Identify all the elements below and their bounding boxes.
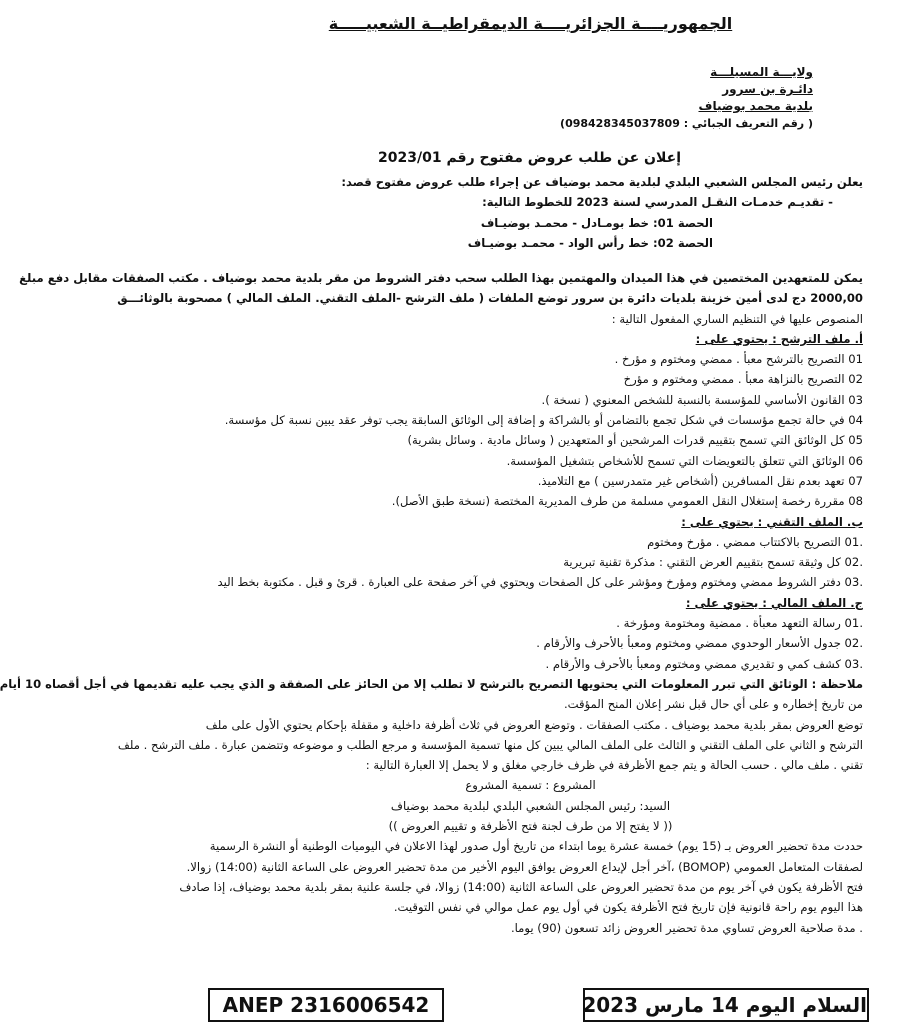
daira-label: دائـرة بن سرور xyxy=(722,82,813,96)
body-line: فتح الأظرفة يكون في آخر يوم من مدة تحضير العروض على الساعة الثانية (14:00) زوالا، في جلسة علنية بمقر بلدية محمد بوضياف، إذا صادف xyxy=(179,879,863,894)
intro-block xyxy=(198,172,863,253)
list-item: 04 في حالة تجمع مؤسسات في شكل تجمع بالتضامن أو بالشراكة و إضافة إلى الوثائق السابقة يجب توفر عقد يبين نسبة كل مؤسسة. xyxy=(224,413,863,428)
body-line: هذا اليوم يوم راحة قانونية فإن تاريخ فتح الأظرفة يكون في أول يوم عمل موالي في نفس التوقيت. xyxy=(393,900,863,915)
intro-line: - تقديـم خدمـات النقـل المدرسي لسنة 2023 للخطوط التالية: xyxy=(482,195,833,210)
list-item: .01 رسالة التعهد معبأة . ممضية ومختومة ومؤرخة . xyxy=(616,616,863,631)
administration-block xyxy=(560,64,813,132)
body-line: 2000,00 دج لدى أمين خزينة بلديات دائرة بن سرور توضع الملفات ( ملف الترشح -الملف التقني. الملف المالي ) مصحوبة بالوثائـــق xyxy=(117,291,863,306)
list-item: 02 التصريح بالنزاهة معبأ . ممضي ومختوم و مؤرخ xyxy=(623,372,863,387)
list-item: 07 تعهد بعدم نقل المسافرين (أشخاص غير متمدرسين ) مع التلاميذ. xyxy=(537,473,863,488)
section-heading-b: ب. الملف التقني : يحتوي على : xyxy=(681,514,863,529)
list-item: 01 التصريح بالترشح معبأ . ممضي ومختوم و مؤرخ . xyxy=(614,352,863,367)
announcement-title: إعلان عن طلب عروض مفتوح رقم 2023/01 xyxy=(378,150,681,166)
list-item: 06 الوثائق التي تتعلق بالتعويضات التي تسمح للأشخاص بتشغيل المؤسسة. xyxy=(506,453,863,468)
list-item: .01 التصريح بالاكتتاب ممضي . مؤرخ ومختوم xyxy=(647,534,863,549)
envelope-project: المشروع : تسمية المشروع xyxy=(465,778,596,793)
body-line: لصفقات المتعامل العمومي (BOMOP) ،آخر أجل لإيداع العروض يوافق اليوم الأخير من مدة تحضير العروض على الساعة الثانية (14:00) زوالا. xyxy=(186,859,863,874)
section-heading-c: ج. الملف المالي : يحتوي على : xyxy=(685,595,863,610)
lot-2: الحصة 02: خط رأس الواد - محمـد بوضيـاف xyxy=(467,235,713,250)
lot-1: الحصة 01: خط بومـادل - محمـد بوضيـاف xyxy=(480,215,713,230)
newspaper-date: السلام اليوم 14 مارس 2023 xyxy=(583,988,869,1022)
commune-label: بلدية محمد بوضياف xyxy=(698,99,813,113)
body-line: توضع العروض بمقر بلدية محمد بوضياف . مكتب الصفقات . وتوضع العروض في ثلاث أظرفة داخلية و مقفلة بإحكام يحتوي الأول على ملف xyxy=(205,717,863,732)
body-line: الترشح و الثاني على الملف التقني و الثالث على الملف المالي يبين كل منها تسمية المؤسسة و مرجع الطلب و موضوعه وتتضمن عبارة . ملف الترشح . ملف xyxy=(117,737,863,752)
list-item: .02 كل وثيقة تسمح بتقييم العرض التقني : مذكرة تقنية تبريرية xyxy=(563,555,863,570)
body-line: . مدة صلاحية العروض تساوي مدة تحضير العروض زائد تسعون (90) يوما. xyxy=(510,920,863,935)
anep-reference: ANEP 2316006542 xyxy=(208,988,444,1022)
list-item: 03 القانون الأساسي للمؤسسة بالنسبة للشخص المعنوي ( نسخة ). xyxy=(541,392,863,407)
wilaya-label: ولايـــة المسيلـــة xyxy=(710,65,813,79)
list-item: 08 مقررة رخصة إستغلال النقل العمومي مسلمة من طرف المديرية المختصة (نسخة طبق الأصل). xyxy=(391,494,863,509)
intro-line: يعلن رئيس المجلس الشعبي البلدي لبلدية محمد بوضياف عن إجراء طلب عروض مفتوح قصد: xyxy=(341,175,863,189)
body-line: حددت مدة تحضير العروض بـ (15 يوم) خمسة عشرة يوما ابتداء من تاريخ أول صدور لهذا الاعلان في اليوميات الوطنية أو النشرة الرسمية xyxy=(209,839,863,854)
body-line: تقني . ملف مالي . حسب الحالة و يتم جمع الأظرفة في ظرف خارجي مغلق و لا يحمل إلا العبارة التالية : xyxy=(365,758,863,773)
note-line: ملاحظة : الوثائق التي تبرر المعلومات التي يحتويها التصريح بالترشح لا تطلب إلا من الحائز على الصفقة و الذي يجب عليه تقديمها في أجل أقصاه 10 أيام xyxy=(0,676,863,691)
tax-id: ( رقم التعريف الجبائي : 098428345037809) xyxy=(560,117,813,130)
body-line: المنصوص عليها في التنظيم الساري المفعول التالية : xyxy=(611,311,863,326)
envelope-addressee: السيد: رئيس المجلس الشعبي البلدي لبلدية محمد بوضياف xyxy=(390,798,671,813)
section-heading-a: أ. ملف الترشح : يحتوي على : xyxy=(695,331,863,346)
body-text xyxy=(0,268,863,938)
republic-header: الجمهوريــــة الجزائريــــة الديمقراطيــة الشعبيـــــة xyxy=(328,14,733,33)
list-item: .02 جدول الأسعار الوحدوي ممضي ومختوم ومعبأ بالأحرف والأرقام . xyxy=(536,636,863,651)
body-line: يمكن للمتعهدين المختصين في هذا الميدان والمهتمين بهذا الطلب سحب دفتر الشروط من مقر بلدية محمد بوضياف . مكتب الصفقات مقابل دفع مبلغ xyxy=(19,271,863,285)
list-item: .03 كشف كمي و تقديري ممضي ومختوم ومعبأ بالأحرف والأرقام . xyxy=(545,656,863,671)
note-line: من تاريخ إخطاره و على أي حال قبل نشر إعلان المنح المؤقت. xyxy=(563,697,863,712)
envelope-notice: (( لا يفتح إلا من طرف لجنة فتح الأظرفة و تقييم العروض )) xyxy=(388,819,673,834)
list-item: 05 كل الوثائق التي تسمح بتقييم قدرات المرشحين أو المتعهدين ( وسائل مادية . وسائل بشرية) xyxy=(407,433,863,448)
list-item: .03 دفتر الشروط ممضي ومختوم ومؤرخ ومؤشر على كل الصفحات ويحتوي في آخر صفحة على العبارة . قرئ و قبل . مكتوبة بخط اليد xyxy=(217,575,863,590)
